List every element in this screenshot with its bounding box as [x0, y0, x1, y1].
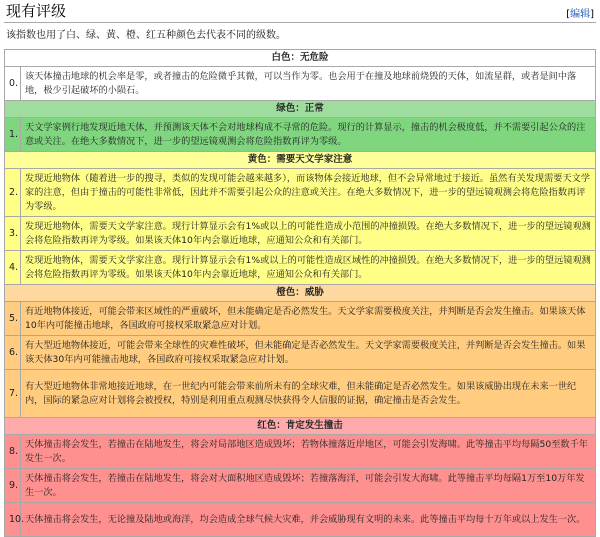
- level-description: 天体撞击将会发生，若撞击在陆地发生，将会对大面积地区造成毁坏；若撞落海洋，可能会引发大海啸。此等撞击平均每隔1万至10万年发生一次。: [21, 469, 596, 503]
- category-header-white: [5, 50, 596, 67]
- category-heading: 红色：肯定发生撞击: [5, 418, 596, 435]
- edit-link[interactable]: 编辑: [570, 9, 591, 20]
- level-number: 10.: [5, 503, 21, 537]
- level-description: 有大型近地物体非常地接近地球，在一世纪内可能会带来前所未有的全球灾难，但未能确定是否必然发生。如果该威胁出现在未来一世纪内，国际的紧急应对计划将会被授权，特别是利用重点观测尽快获得令人信服的证据，确定撞击是否会发生。: [21, 370, 596, 418]
- table-row: [5, 251, 596, 285]
- table-row: [5, 336, 596, 370]
- level-description: 天文学家例行地发现近地天体，并预测该天体不会对地球构成不寻常的危险。现行的计算显示，撞击的机会极度低，并不需要引起公众的注意或关注。在绝大多数情况下，进一步的望远镜观测会将危险指数再评为零级。: [21, 118, 596, 152]
- torino-scale-table: [4, 49, 596, 537]
- category-header-orange: [5, 285, 596, 302]
- table-row: [5, 435, 596, 469]
- category-header-yellow: [5, 152, 596, 169]
- level-number: 8.: [5, 435, 21, 469]
- intro-text: 该指数也用了白、绿、黄、橙、红五种颜色去代表不同的级数。: [6, 30, 286, 41]
- level-number: 4.: [5, 251, 21, 285]
- category-heading: 橙色：威胁: [5, 285, 596, 302]
- level-number: 9.: [5, 469, 21, 503]
- level-description: 发现近地物体，需要天文学家注意。现行计算显示会有1%或以上的可能性造成区域性的冲撞损毁。在绝大多数情况下，进一步的望远镜观测会将危险指数再评为零级。如果该天体10年内会靠近地球，应通知公众和有关部门。: [21, 251, 596, 285]
- level-description: 发现近地物体（随着进一步的搜寻，类似的发现可能会越来越多），而该物体会接近地球，但不会异常地过于接近。虽然有关发现需要天文学家的注意，但由于撞击的可能性非常低，因此并不需要引起公众的注意或关注。在绝大多数情况下，进一步的望远镜观测会将危险指数再评为零级。: [21, 169, 596, 217]
- level-description: 发现近地物体，需要天文学家注意。现行计算显示会有1%或以上的可能性造成小范围的冲撞损毁。在绝大多数情况下，进一步的望远镜观测会将危险指数再评为零级。如果该天体10年内会靠近地球，应通知公众和有关部门。: [21, 217, 596, 251]
- level-number: 7.: [5, 370, 21, 418]
- level-number: 3.: [5, 217, 21, 251]
- level-number: 5.: [5, 302, 21, 336]
- table-row: [5, 217, 596, 251]
- category-heading: 白色：无危险: [5, 50, 596, 67]
- level-description: 该天体撞击地球的机会率是零，或者撞击的危险微乎其微，可以当作为零。也会用于在撞及地球前烧毁的天体，如流星群，或者是间中落地，极少引起破坏的小陨石。: [21, 67, 596, 101]
- level-number: 2.: [5, 169, 21, 217]
- table-row: [5, 67, 596, 101]
- level-description: 有大型近地物体接近，可能会带来全球性的灾难性破坏，但未能确定是否必然发生。天文学家需要极度关注，并判断是否会发生撞击。如果该天体30年内可能撞击地球，各国政府可接权采取紧急应对计划。: [21, 336, 596, 370]
- table-row: [5, 118, 596, 152]
- category-heading: 黄色：需要天文学家注意: [5, 152, 596, 169]
- category-header-red: [5, 418, 596, 435]
- edit-link-wrapper: [编辑]: [566, 9, 594, 20]
- level-number: 6.: [5, 336, 21, 370]
- table-row: [5, 503, 596, 537]
- table-row: [5, 169, 596, 217]
- category-header-green: [5, 101, 596, 118]
- table-row: [5, 370, 596, 418]
- level-description: 有近地物体接近，可能会带来区域性的严重破坏，但未能确定是否必然发生。天文学家需要极度关注，并判断是否会发生撞击。如果该天体10年内可能撞击地球，各国政府可接权采取紧急应对计划。: [21, 302, 596, 336]
- category-heading: 绿色：正常: [5, 101, 596, 118]
- level-number: 1.: [5, 118, 21, 152]
- section-title: 现有评级: [6, 2, 67, 20]
- level-number: 0.: [5, 67, 21, 101]
- table-row: [5, 302, 596, 336]
- level-description: 天体撞击将会发生，无论撞及陆地或海洋，均会造成全球气候大灾难，并会威胁现有文明的未来。此等撞击平均每十万年或以上发生一次。: [21, 503, 596, 537]
- level-description: 天体撞击将会发生，若撞击在陆地发生，将会对局部地区造成毁坏；若物体撞落近岸地区，可能会引发海啸。此等撞击平均每隔50至数千年发生一次。: [21, 435, 596, 469]
- section-heading: [4, 0, 596, 23]
- table-row: [5, 469, 596, 503]
